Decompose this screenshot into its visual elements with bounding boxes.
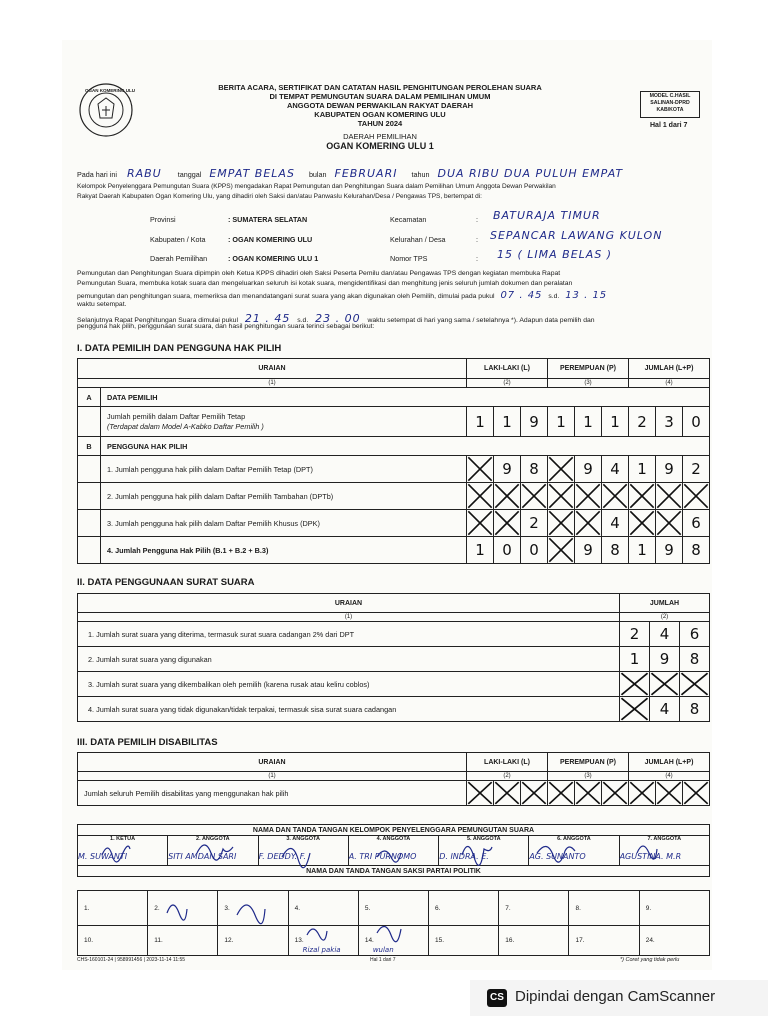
saksi-number: 17.: [575, 937, 585, 944]
s1-b4-cross-4: [548, 537, 575, 564]
s1-b3-digit-3: 2: [521, 510, 548, 537]
cross-mark-icon: [575, 483, 601, 509]
s1-b1-digit-5: 9: [575, 456, 602, 483]
kpps-role: 3. ANGGOTA: [286, 836, 320, 842]
s1-b4-label: 4. Jumlah Pengguna Hak Pilih (B.1 + B.2 + B.3): [101, 537, 467, 564]
s3-cross-5: [575, 781, 602, 806]
s1-b1-digit-6: 4: [602, 456, 629, 483]
cross-mark-icon: [467, 456, 493, 482]
kel-label: Kelurahan / Desa: [390, 235, 446, 244]
s3-col-p: PEREMPUAN (P): [548, 753, 629, 772]
kpps-name: AG. SUNANTO: [529, 852, 586, 861]
year-value: DUA RIBU DUA PULUH EMPAT: [437, 167, 624, 180]
cross-mark-icon: [656, 483, 682, 509]
section-3-table: [77, 752, 710, 806]
s1-b3-label: 3. Jumlah pengguna hak pilih dalam Daftar Pemilih Khusus (DPK): [101, 510, 467, 537]
s1-b4-digit-9: 8: [683, 537, 710, 564]
section-3-title: III. DATA PEMILIH DISABILITAS: [77, 737, 218, 748]
cross-mark-icon: [467, 781, 493, 805]
s3-num-1: (1): [78, 772, 467, 781]
s2-r2-digit-3: 8: [680, 647, 710, 672]
s1-b4-digit-3: 0: [521, 537, 548, 564]
intro-line: [77, 167, 717, 180]
month-value: FEBRUARI: [334, 167, 398, 180]
s1-row-b3: [78, 510, 710, 537]
saksi-number: 11.: [154, 937, 163, 944]
s2-row-1: [78, 622, 710, 647]
s3-col-j: JUMLAH (L+P): [629, 753, 710, 772]
s1-b4-digit-8: 9: [656, 537, 683, 564]
s2-r3-cross-1: [620, 672, 650, 697]
end-time-1: 13 . 15: [565, 290, 608, 301]
saksi-number: 1.: [84, 904, 90, 912]
model-line-3: KAB/KOTA: [656, 107, 684, 113]
kpps-role: 4. ANGGOTA: [376, 836, 411, 842]
s3-num-2: (2): [467, 772, 548, 781]
saksi-number: 5.: [364, 904, 371, 912]
camscanner-label: Dipindai dengan CamScanner: [515, 988, 716, 1005]
saksi-number: 7.: [505, 904, 511, 912]
saksi-number: 8.: [575, 904, 581, 912]
kec-value: BATURAJA TIMUR: [493, 209, 601, 222]
cross-mark-icon: [548, 456, 574, 482]
dapil-row-value: : OGAN KOMERING ULU 1: [228, 254, 319, 263]
day-value: RABU: [126, 167, 162, 180]
s1-b2-cross-4: [548, 483, 575, 510]
cross-mark-icon: [620, 672, 649, 696]
kpps-role: 2. ANGGOTA: [196, 836, 230, 842]
s1-b2-cross-1: [467, 483, 494, 510]
s1-row-a1: [78, 407, 710, 437]
s1-b3-cross-4: [548, 510, 575, 537]
cross-mark-icon: [575, 510, 601, 536]
kpps-name: A. TRI PURNOMO: [348, 852, 417, 861]
title-line-5: TAHUN 2024: [357, 119, 403, 128]
dapil-row-label: Daerah Pemilihan: [150, 254, 208, 263]
s1-a1-digit-5: 1: [575, 407, 602, 437]
s1-col-uraian: URAIAN: [78, 359, 467, 379]
s1-b4-digit-6: 8: [602, 537, 629, 564]
kpps-name: AGUSTINA. M.R: [619, 852, 682, 861]
s1-b4-digit-7: 1: [629, 537, 656, 564]
s1-a1-digit-9: 0: [683, 407, 710, 437]
s1-a1-digit-2: 1: [494, 407, 521, 437]
s2-r1-digit-2: 4: [650, 622, 680, 647]
kec-label: Kecamatan: [390, 215, 427, 224]
s3-cross-3: [521, 781, 548, 806]
tps-value: 15 ( LIMA BELAS ): [497, 248, 613, 261]
start-time: 07 . 45: [500, 290, 543, 301]
s1-a-title: DATA PEMILIH: [101, 388, 710, 407]
kab-label: Kabupaten / Kota: [150, 235, 206, 244]
s1-b2-cross-2: [494, 483, 521, 510]
month-label: bulan: [308, 170, 327, 179]
s1-col-p: PEREMPUAN (P): [548, 359, 629, 379]
s1-row-b4: [78, 537, 710, 564]
s1-num-1: (1): [78, 379, 467, 388]
logo-text: OGAN KOMERING ULU: [85, 88, 135, 93]
cross-mark-icon: [548, 510, 574, 536]
section-1-table: [77, 358, 710, 564]
para-line-6: pengguna hak pilih, penggunaan surat suara, dan hasil penghitungan suara terinci sebagai berikut:: [77, 323, 375, 330]
tps-label: Nomor TPS: [390, 254, 428, 263]
camscanner-bar: [470, 980, 768, 1016]
s1-b3-cross-5: [575, 510, 602, 537]
s3-cross-7: [629, 781, 656, 806]
s1-num-4: (4): [629, 379, 710, 388]
cross-mark-icon: [494, 510, 520, 536]
s1-a1-digit-7: 2: [629, 407, 656, 437]
s3-cross-1: [467, 781, 494, 806]
title-line-4: KABUPATEN OGAN KOMERING ULU: [314, 110, 446, 119]
s1-a1-label: Jumlah pemilih dalam Daftar Pemilih Tetap: [107, 411, 246, 421]
s1-a1-digit-3: 9: [521, 407, 548, 437]
s3-cross-4: [548, 781, 575, 806]
title-line-2: DI TEMPAT PEMUNGUTAN SUARA DALAM PEMILIHAN UMUM: [269, 92, 491, 101]
s2-r4-cross-1: [620, 697, 650, 722]
cross-mark-icon: [629, 483, 655, 509]
saksi-number: 6.: [435, 904, 441, 912]
s1-b1-cross-4: [548, 456, 575, 483]
s2-r4-digit-2: 4: [650, 697, 680, 722]
para-line-5b: waktu setempat di hari yang sama / setelahnya *). Adapun data pemilih dan: [367, 317, 595, 324]
s1-b1-label: 1. Jumlah pengguna hak pilih dalam Daftar Pemilih Tetap (DPT): [101, 456, 467, 483]
kab-value: : OGAN KOMERING ULU: [228, 235, 313, 244]
s1-b3-cross-1: [467, 510, 494, 537]
dapil-name: OGAN KOMERING ULU 1: [326, 141, 434, 151]
s1-b4-digit-1: 1: [467, 537, 494, 564]
saksi-number: 3.: [224, 904, 230, 912]
s2-num-1: (1): [78, 613, 620, 622]
s1-b3-cross-8: [656, 510, 683, 537]
s1-b2-cross-6: [602, 483, 629, 510]
s1-b4-digit-2: 0: [494, 537, 521, 564]
cross-mark-icon: [494, 781, 520, 805]
s2-r2-label: 2. Jumlah surat suara yang digunakan: [78, 647, 620, 672]
cross-mark-icon: [680, 672, 709, 696]
saksi-number: 4.: [294, 904, 301, 912]
kpps-role: 6. ANGGOTA: [557, 836, 591, 842]
signature-marks: [77, 835, 710, 955]
cross-mark-icon: [575, 781, 601, 805]
saksi-name: Rizal pakia: [302, 946, 341, 954]
cross-mark-icon: [656, 510, 682, 536]
saksi-number: 9.: [645, 904, 652, 912]
cross-mark-icon: [467, 510, 493, 536]
s2-r3-cross-2: [650, 672, 680, 697]
s2-col-j: JUMLAH: [620, 594, 710, 613]
s1-b1-cross-1: [467, 456, 494, 483]
cross-mark-icon: [683, 781, 709, 805]
provinsi-label: Provinsi: [150, 215, 176, 224]
s1-b4-digit-5: 9: [575, 537, 602, 564]
kpps-name: M. SUWANTI: [78, 852, 128, 861]
s1-a-letter: A: [78, 388, 101, 407]
s2-r3-label: 3. Jumlah surat suara yang dikembalikan oleh pemilih (karena rusak atau keliru coblos): [78, 672, 620, 697]
model-box: [640, 91, 700, 118]
s1-b3-digit-6: 4: [602, 510, 629, 537]
section-2-table: [77, 593, 710, 722]
kpps-role: 5. ANGGOTA: [466, 836, 501, 842]
s3-num-3: (3): [548, 772, 629, 781]
s3-cross-6: [602, 781, 629, 806]
s1-a1-digit-4: 1: [548, 407, 575, 437]
cross-mark-icon: [521, 781, 547, 805]
cross-mark-icon: [629, 781, 655, 805]
section-2-title: II. DATA PENGGUNAAN SURAT SUARA: [77, 577, 255, 588]
count-end: 23 . 00: [315, 312, 361, 325]
s1-a1-digit-6: 1: [602, 407, 629, 437]
s3-row-label: Jumlah seluruh Pemilih disabilitas yang menggunakan hak pilih: [78, 781, 467, 806]
s3-cross-9: [683, 781, 710, 806]
s2-r4-label: 4. Jumlah surat suara yang tidak digunakan/tidak terpakai, termasuk sisa surat suara cadangan: [78, 697, 620, 722]
s1-b2-cross-7: [629, 483, 656, 510]
saksi-number: 16.: [505, 937, 515, 944]
s2-col-uraian: URAIAN: [78, 594, 620, 613]
s1-b1-digit-8: 9: [656, 456, 683, 483]
s2-row-4: [78, 697, 710, 722]
cross-mark-icon: [620, 697, 649, 721]
saksi-number: 2.: [154, 904, 160, 912]
kpps-title: NAMA DAN TANDA TANGAN KELOMPOK PENYELENGGARA PEMUNGUTAN SUARA: [78, 825, 710, 836]
kpps-role: 7. ANGGOTA: [647, 836, 682, 842]
cross-mark-icon: [548, 781, 574, 805]
date-value: EMPAT BELAS: [209, 167, 295, 180]
cross-mark-icon: [602, 781, 628, 805]
s1-col-j: JUMLAH (L+P): [629, 359, 710, 379]
s1-num-2: (2): [467, 379, 548, 388]
s3-row: [78, 781, 710, 806]
saksi-title: NAMA DAN TANDA TANGAN SAKSI PARTAI POLITIK: [78, 866, 710, 877]
s2-r1-digit-1: 2: [620, 622, 650, 647]
intro-line-2: Kelompok Penyelenggara Pemungutan Suara (KPPS) mengadakan Rapat Pemungutan dan Penghitungan Suara dalam Pemilihan Umum Anggota Dewan Perwakilan: [77, 183, 556, 190]
para-line-3: [77, 290, 717, 301]
page-number: Hal 1 dari 7: [650, 122, 688, 129]
s2-r2-digit-1: 1: [620, 647, 650, 672]
s3-col-uraian: URAIAN: [78, 753, 467, 772]
cross-mark-icon: [548, 483, 574, 509]
title-line-1: BERITA ACARA, SERTIFIKAT DAN CATATAN HASIL PENGHITUNGAN PEROLEHAN SUARA: [218, 83, 542, 92]
s2-row-2: [78, 647, 710, 672]
para-line-1: Pemungutan dan Penghitungan Suara dipimpin oleh Ketua KPPS dihadiri oleh Saksi Peserta Pemilu dan/atau Pengawas TPS dengan kegiatan membuka Rapat: [77, 270, 561, 277]
cross-mark-icon: [467, 483, 493, 509]
para-line-5-text: Selanjutnya Rapat Penghitungan Suara dimulai pukul: [77, 317, 238, 324]
footer-page: Hal 1 dari 7: [370, 957, 396, 963]
dapil-label: DAERAH PEMILIHAN: [343, 132, 417, 141]
date-label: tanggal: [177, 170, 202, 179]
s1-b1-digit-3: 8: [521, 456, 548, 483]
para-line-2: Pemungutan Suara, membuka kotak suara dan mengeluarkan seluruh isi kotak suara, mengidentifikasi dan menghitung jenis seluruh jumlah dokumen dan peralatan: [77, 280, 573, 287]
intro-line-3: Rakyat Daerah Kabupaten Ogan Komering Ulu, yang dihadiri oleh Saksi dan/atau Panwaslu Kelurahan/Desa / Pengawas TPS, bertempat di:: [77, 193, 482, 200]
s1-b2-cross-3: [521, 483, 548, 510]
s1-b2-cross-9: [683, 483, 710, 510]
s3-cross-2: [494, 781, 521, 806]
header-title: [180, 83, 580, 151]
s1-b3-cross-2: [494, 510, 521, 537]
footer-note: *) Coret yang tidak perlu: [620, 957, 680, 963]
s2-r1-label: 1. Jumlah surat suara yang diterima, termasuk surat suara cadangan 2% dari DPT: [78, 622, 620, 647]
s1-b-title: PENGGUNA HAK PILIH: [101, 437, 710, 456]
s1-b3-digit-9: 6: [683, 510, 710, 537]
cross-mark-icon: [602, 483, 628, 509]
cross-mark-icon: [521, 483, 547, 509]
saksi-number: 12.: [224, 937, 234, 944]
s2-r1-digit-3: 6: [680, 622, 710, 647]
s2-r3-cross-3: [680, 672, 710, 697]
title-line-3: ANGGOTA DEWAN PERWAKILAN RAKYAT DAERAH: [286, 101, 474, 110]
para-line-4: waktu setempat.: [77, 301, 127, 308]
s3-col-l: LAKI-LAKI (L): [467, 753, 548, 772]
s1-b-letter: B: [78, 437, 101, 456]
s1-b3-cross-7: [629, 510, 656, 537]
sd-label-2: s.d.: [297, 317, 309, 324]
s1-b2-cross-5: [575, 483, 602, 510]
s1-row-b1: [78, 456, 710, 483]
saksi-number: 15.: [435, 937, 445, 944]
s2-row-3: [78, 672, 710, 697]
year-label: tahun: [411, 170, 430, 179]
s1-b1-digit-9: 2: [683, 456, 710, 483]
s1-num-3: (3): [548, 379, 629, 388]
s3-num-4: (4): [629, 772, 710, 781]
cross-mark-icon: [656, 781, 682, 805]
kpps-name: D. INDRA. E.: [439, 852, 489, 861]
section-1-title: I. DATA PEMILIH DAN PENGGUNA HAK PILIH: [77, 343, 282, 354]
model-line-2: SALINAN-DPRD: [650, 100, 690, 106]
day-label: Pada hari ini: [77, 170, 117, 179]
s2-r4-digit-3: 8: [680, 697, 710, 722]
s1-row-b2: [78, 483, 710, 510]
saksi-number: 10.: [84, 937, 94, 944]
kel-value: SEPANCAR LAWANG KULON: [490, 229, 663, 242]
s1-b2-label: 2. Jumlah pengguna hak pilih dalam Daftar Pemilih Tambahan (DPTb): [101, 483, 467, 510]
footer-code: CHS-160101-24 | 958991456 | 2023-11-14 11:55: [77, 957, 186, 963]
model-line-1: MODEL C.HASIL: [649, 93, 691, 99]
para-line-3-text: pemungutan dan penghitungan suara, memeriksa dan menandatangani surat suara yang akan digunakan oleh Pemilih, dimulai pada pukul: [77, 293, 495, 300]
cross-mark-icon: [650, 672, 679, 696]
s1-a1-digit-8: 3: [656, 407, 683, 437]
s1-b1-digit-2: 9: [494, 456, 521, 483]
s2-num-2: (2): [620, 613, 710, 622]
s1-col-l: LAKI-LAKI (L): [467, 359, 548, 379]
s1-b1-digit-7: 1: [629, 456, 656, 483]
saksi-number: 13.: [294, 937, 304, 944]
camscanner-badge: CS: [487, 989, 507, 1007]
saksi-number: 24.: [645, 937, 655, 944]
kpps-name: F. DEDDY. F.: [258, 852, 306, 861]
kpps-name: SITI AMDAN SARI: [168, 852, 237, 861]
saksi-number: 14.: [364, 937, 374, 944]
kpps-role: 1. KETUA: [110, 836, 136, 842]
sd-label: s.d.: [548, 293, 560, 300]
cross-mark-icon: [683, 483, 709, 509]
provinsi-value: : SUMATERA SELATAN: [228, 215, 308, 224]
count-start: 21 . 45: [244, 312, 291, 325]
cross-mark-icon: [548, 537, 574, 563]
s1-a1-digit-1: 1: [467, 407, 494, 437]
s1-a1-sublabel: (Terdapat dalam Model A-Kabko Daftar Pemilih ): [107, 421, 264, 431]
cross-mark-icon: [494, 483, 520, 509]
s3-cross-8: [656, 781, 683, 806]
s2-r2-digit-2: 9: [650, 647, 680, 672]
saksi-name: wulan: [372, 946, 394, 954]
cross-mark-icon: [629, 510, 655, 536]
s1-b2-cross-8: [656, 483, 683, 510]
